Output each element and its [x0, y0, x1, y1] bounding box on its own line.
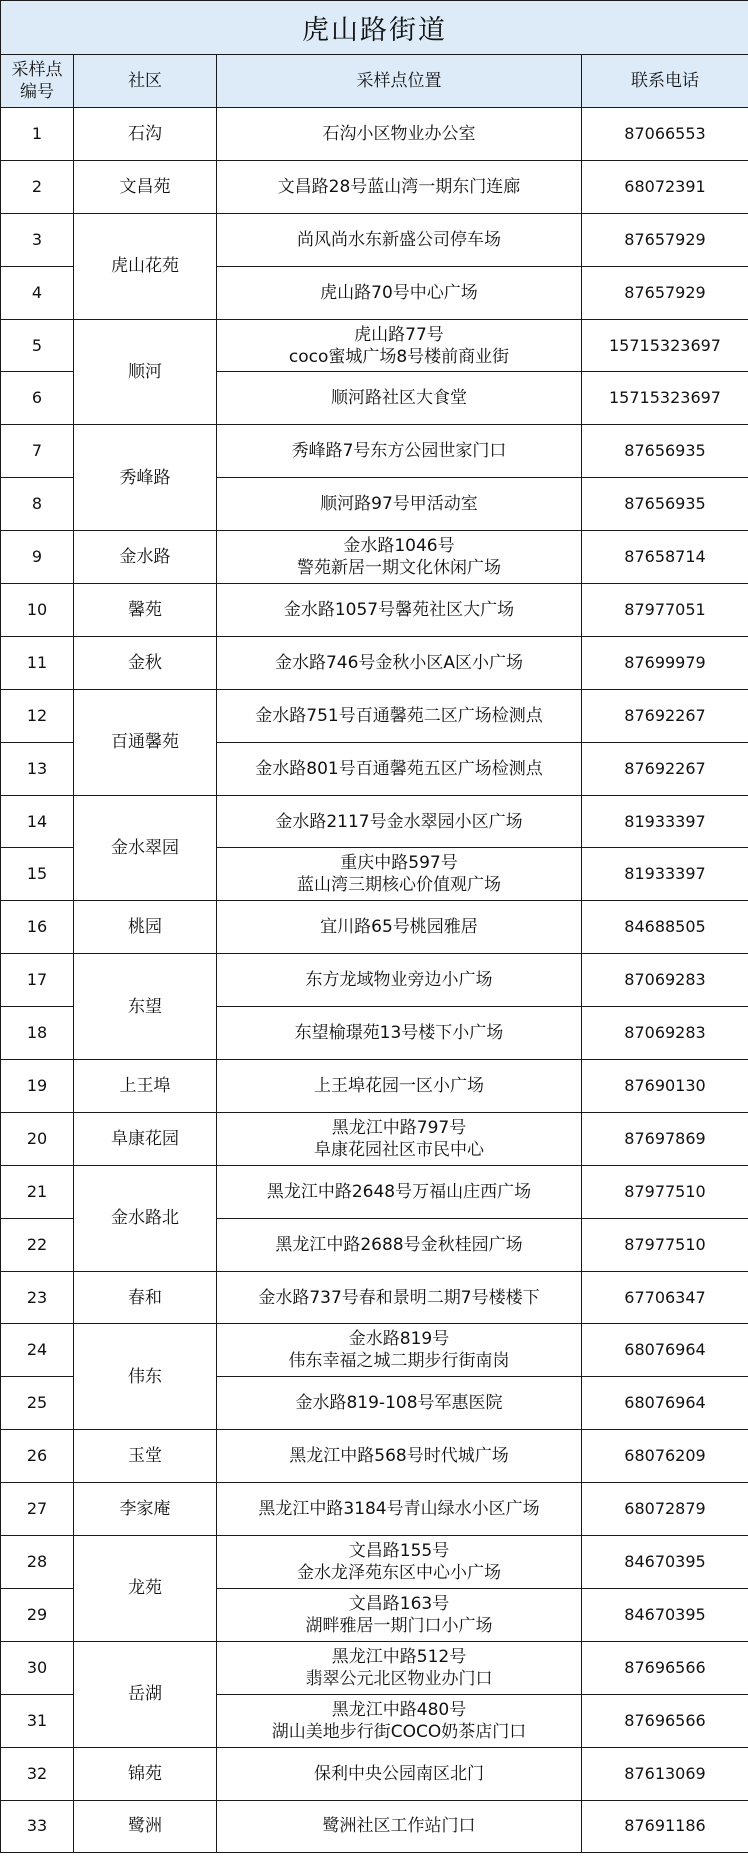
contact-phone: 87690130: [582, 1060, 748, 1113]
contact-phone: 87697869: [582, 1112, 748, 1165]
location-line: 文昌路155号: [348, 1540, 450, 1561]
location-line: 东方龙域物业旁边小广场: [305, 970, 493, 991]
point-location: [217, 1007, 582, 1060]
point-id: 5: [1, 319, 74, 372]
location-line: 虎山路77号: [354, 324, 444, 345]
point-id: 12: [1, 689, 74, 742]
contact-phone: 84670395: [582, 1536, 748, 1589]
table-row: [1, 1271, 748, 1324]
location-line: 金水龙泽苑东区中心小广场: [297, 1562, 501, 1583]
point-id: 1: [1, 108, 74, 161]
location-line: 阜康花园社区市民中心: [314, 1139, 484, 1160]
point-location: [217, 742, 582, 795]
point-location: [217, 1060, 582, 1113]
location-line: 黑龙江中路797号: [331, 1117, 467, 1138]
community-name: 文昌苑: [74, 160, 217, 213]
point-id: 25: [1, 1377, 74, 1430]
contact-phone: 87977510: [582, 1218, 748, 1271]
contact-phone: 87696566: [582, 1694, 748, 1747]
table-row: [1, 213, 748, 266]
contact-phone: 81933397: [582, 795, 748, 848]
point-location: [217, 636, 582, 689]
location-line: 尚风尚水东新盛公司停车场: [297, 229, 501, 250]
point-location: [217, 848, 582, 901]
location-line: 金水路801号百通馨苑五区广场检测点: [255, 758, 543, 779]
community-name: 顺河: [74, 319, 217, 425]
location-line: 秀峰路7号东方公园世家门口: [291, 441, 507, 462]
community-name: 春和: [74, 1271, 217, 1324]
community-name: 金水路: [74, 531, 217, 584]
community-name: 阜康花园: [74, 1112, 217, 1165]
point-location: [217, 1324, 582, 1377]
contact-phone: 68076209: [582, 1430, 748, 1483]
header-location: 采样点位置: [217, 55, 582, 108]
contact-phone: 15715323697: [582, 319, 748, 372]
point-location: [217, 372, 582, 425]
point-id: 3: [1, 213, 74, 266]
contact-phone: 87656935: [582, 425, 748, 478]
point-location: [217, 319, 582, 372]
table-title: 虎山路街道: [1, 1, 748, 55]
location-line: 虎山路70号中心广场: [320, 282, 478, 303]
point-location: [217, 1430, 582, 1483]
community-name: 岳湖: [74, 1641, 217, 1747]
contact-phone: 87656935: [582, 478, 748, 531]
table-row: [1, 901, 748, 954]
location-line: 黑龙江中路2688号金秋桂园广场: [275, 1234, 523, 1255]
point-id: 19: [1, 1060, 74, 1113]
point-location: [217, 1536, 582, 1589]
community-name: 虎山花苑: [74, 213, 217, 319]
location-line: 黑龙江中路3184号青山绿水小区广场: [258, 1499, 540, 1520]
community-name: 玉堂: [74, 1430, 217, 1483]
contact-phone: 67706347: [582, 1271, 748, 1324]
table-row: [1, 954, 748, 1007]
point-id: 23: [1, 1271, 74, 1324]
location-line: 湖山美地步行街COCO奶茶店门口: [271, 1721, 527, 1742]
location-line: 顺河路社区大食堂: [331, 388, 467, 409]
table-body: [1, 108, 748, 1853]
contact-phone: 87066553: [582, 108, 748, 161]
location-line: 金水路819-108号军惠医院: [295, 1393, 503, 1414]
point-id: 33: [1, 1800, 74, 1853]
table-row: [1, 1800, 748, 1853]
location-line: 上王埠花园一区小广场: [314, 1075, 484, 1096]
contact-phone: 15715323697: [582, 372, 748, 425]
community-name: 金水翠园: [74, 795, 217, 901]
header-community: 社区: [74, 55, 217, 108]
point-location: [217, 531, 582, 584]
location-line: 金水路819号: [348, 1329, 450, 1350]
community-name: 金水路北: [74, 1165, 217, 1271]
community-name: 东望: [74, 954, 217, 1060]
contact-phone: 87613069: [582, 1747, 748, 1800]
location-line: 金水路751号百通馨苑二区广场检测点: [255, 705, 543, 726]
table-row: [1, 160, 748, 213]
location-line: 黑龙江中路2648号万福山庄西广场: [266, 1181, 532, 1202]
table-row: [1, 1060, 748, 1113]
point-id: 10: [1, 584, 74, 637]
location-line: 宜川路65号桃园雅居: [320, 917, 478, 938]
community-name: 伟东: [74, 1324, 217, 1430]
table-row: [1, 636, 748, 689]
point-location: [217, 1800, 582, 1853]
table-row: [1, 319, 748, 372]
community-name: 鹭洲: [74, 1800, 217, 1853]
contact-phone: 87692267: [582, 689, 748, 742]
community-name: 上王埠: [74, 1060, 217, 1113]
community-name: 馨苑: [74, 584, 217, 637]
location-line: 警苑新居一期文化休闲广场: [297, 558, 501, 579]
location-line: 黑龙江中路480号: [331, 1699, 467, 1720]
location-line: 湖畔雅居一期门口小广场: [305, 1615, 493, 1636]
table-row: [1, 108, 748, 161]
point-location: [217, 266, 582, 319]
point-id: 2: [1, 160, 74, 213]
point-id: 9: [1, 531, 74, 584]
table-row: [1, 795, 748, 848]
point-location: [217, 1165, 582, 1218]
contact-phone: 84688505: [582, 901, 748, 954]
table-row: [1, 689, 748, 742]
table-row: [1, 1641, 748, 1694]
point-location: [217, 1588, 582, 1641]
point-id: 22: [1, 1218, 74, 1271]
point-location: [217, 160, 582, 213]
point-location: [217, 1218, 582, 1271]
point-location: [217, 1377, 582, 1430]
point-location: [217, 795, 582, 848]
point-id: 6: [1, 372, 74, 425]
contact-phone: 68072879: [582, 1483, 748, 1536]
point-id: 17: [1, 954, 74, 1007]
contact-phone: 87692267: [582, 742, 748, 795]
point-id: 31: [1, 1694, 74, 1747]
point-id: 13: [1, 742, 74, 795]
community-name: 金秋: [74, 636, 217, 689]
point-id: 7: [1, 425, 74, 478]
point-location: [217, 689, 582, 742]
location-line: 金水路1046号: [343, 536, 455, 557]
point-location: [217, 1694, 582, 1747]
contact-phone: 87657929: [582, 266, 748, 319]
table-row: [1, 1483, 748, 1536]
location-line: coco蜜城广场8号楼前商业街: [288, 346, 510, 367]
point-location: [217, 1641, 582, 1694]
table-row: [1, 1112, 748, 1165]
point-location: [217, 954, 582, 1007]
contact-phone: 84670395: [582, 1588, 748, 1641]
point-location: [217, 108, 582, 161]
point-location: [217, 584, 582, 637]
location-line: 翡翠公元北区物业办门口: [305, 1668, 493, 1689]
table-row: [1, 1747, 748, 1800]
contact-phone: 87658714: [582, 531, 748, 584]
point-location: [217, 1483, 582, 1536]
point-id: 29: [1, 1588, 74, 1641]
point-id: 4: [1, 266, 74, 319]
location-line: 文昌路163号: [348, 1593, 450, 1614]
point-location: [217, 1271, 582, 1324]
contact-phone: 87977510: [582, 1165, 748, 1218]
point-location: [217, 213, 582, 266]
location-line: 顺河路97号甲活动室: [320, 494, 478, 515]
header-id: 采样点编号: [1, 55, 74, 108]
location-line: 金水路1057号馨苑社区大广场: [283, 599, 515, 620]
point-id: 24: [1, 1324, 74, 1377]
location-line: 蓝山湾三期核心价值观广场: [297, 875, 501, 896]
point-id: 11: [1, 636, 74, 689]
point-id: 26: [1, 1430, 74, 1483]
contact-phone: 87977051: [582, 584, 748, 637]
header-phone: 联系电话: [582, 55, 748, 108]
location-line: 金水路746号金秋小区A区小广场: [274, 652, 524, 673]
location-line: 金水路2117号金水翠园小区广场: [275, 811, 523, 832]
community-name: 李家庵: [74, 1483, 217, 1536]
point-location: [217, 1112, 582, 1165]
community-name: 百通馨苑: [74, 689, 217, 795]
point-id: 28: [1, 1536, 74, 1589]
location-line: 重庆中路597号: [340, 853, 458, 874]
point-location: [217, 901, 582, 954]
contact-phone: 87657929: [582, 213, 748, 266]
point-id: 30: [1, 1641, 74, 1694]
location-line: 保利中央公园南区北门: [314, 1763, 484, 1784]
contact-phone: 68076964: [582, 1324, 748, 1377]
location-line: 文昌路28号蓝山湾一期东门连廊: [277, 176, 521, 197]
point-location: [217, 478, 582, 531]
contact-phone: 81933397: [582, 848, 748, 901]
table-row: [1, 531, 748, 584]
contact-phone: 87069283: [582, 1007, 748, 1060]
point-id: 8: [1, 478, 74, 531]
community-name: 锦苑: [74, 1747, 217, 1800]
table-row: [1, 1536, 748, 1589]
location-line: 石沟小区物业办公室: [322, 123, 476, 144]
contact-phone: 68072391: [582, 160, 748, 213]
table-row: [1, 584, 748, 637]
contact-phone: 87699979: [582, 636, 748, 689]
point-location: [217, 425, 582, 478]
community-name: 石沟: [74, 108, 217, 161]
point-location: [217, 1747, 582, 1800]
location-line: 金水路737号春和景明二期7号楼楼下: [258, 1287, 540, 1308]
contact-phone: 87691186: [582, 1800, 748, 1853]
table-row: [1, 425, 748, 478]
location-line: 伟东幸福之城二期步行街南岗: [288, 1351, 510, 1372]
point-id: 32: [1, 1747, 74, 1800]
point-id: 20: [1, 1112, 74, 1165]
location-line: 东望榆璟苑13号楼下小广场: [294, 1023, 504, 1044]
location-line: 鹭洲社区工作站门口: [322, 1816, 476, 1837]
location-line: 黑龙江中路568号时代城广场: [289, 1446, 509, 1467]
table-row: [1, 1165, 748, 1218]
point-id: 18: [1, 1007, 74, 1060]
point-id: 27: [1, 1483, 74, 1536]
point-id: 21: [1, 1165, 74, 1218]
community-name: 龙苑: [74, 1536, 217, 1642]
point-id: 16: [1, 901, 74, 954]
point-id: 14: [1, 795, 74, 848]
contact-phone: 87696566: [582, 1641, 748, 1694]
contact-phone: 87069283: [582, 954, 748, 1007]
community-name: 秀峰路: [74, 425, 217, 531]
point-id: 15: [1, 848, 74, 901]
table-row: [1, 1324, 748, 1377]
community-name: 桃园: [74, 901, 217, 954]
contact-phone: 68076964: [582, 1377, 748, 1430]
table-row: [1, 1430, 748, 1483]
location-line: 黑龙江中路512号: [331, 1646, 467, 1667]
